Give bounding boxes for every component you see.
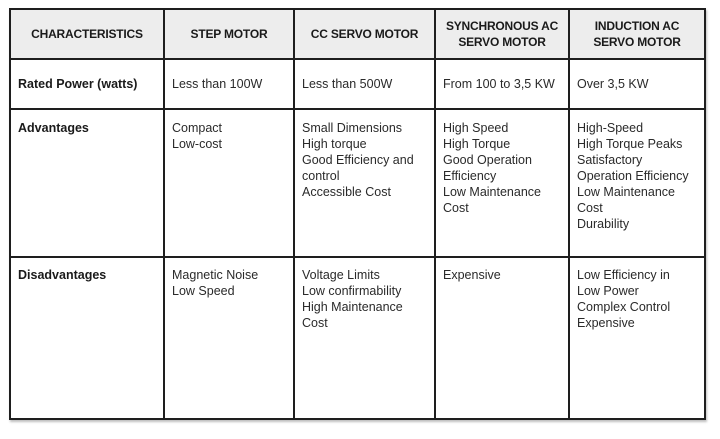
cell-line: Durability [577, 217, 630, 231]
cell-line: Complex Control [577, 300, 671, 314]
row-label: Disadvantages [10, 257, 164, 419]
cell-line: High Torque [443, 137, 511, 151]
header-text: SERVO MOTOR [458, 35, 546, 49]
row-label: Advantages [10, 109, 164, 257]
header-text: CHARACTERISTICS [31, 27, 143, 41]
cell-synchronous-ac [435, 257, 569, 419]
header-text: STEP MOTOR [190, 27, 268, 41]
cell-line: High Speed [443, 121, 509, 135]
header-induction-ac-servo-motor [569, 9, 705, 59]
cell-line: Low Maintenance [577, 185, 675, 199]
header-synchronous-ac-servo-motor [435, 9, 569, 59]
table-row-disadvantages [10, 257, 705, 419]
table-row-advantages [10, 109, 705, 257]
cell-line: Low Speed [172, 284, 235, 298]
cell-line: Good Efficiency and [302, 153, 414, 167]
cell-line: Cost [443, 201, 469, 215]
cell-synchronous-ac [435, 59, 569, 109]
cell-line: Efficiency [443, 169, 497, 183]
cell-line: Magnetic Noise [172, 268, 259, 282]
cell-line: control [302, 169, 340, 183]
header-cc-servo-motor [294, 9, 435, 59]
cell-induction-ac [569, 109, 705, 257]
cell-line: Low Efficiency in [577, 268, 670, 282]
header-characteristics [10, 9, 164, 59]
cell-induction-ac [569, 59, 705, 109]
cell-line: Low confirmability [302, 284, 402, 298]
cell-line: Less than 500W [302, 77, 393, 91]
cell-step-motor [164, 109, 294, 257]
header-row [10, 9, 705, 59]
cell-cc-servo-motor [294, 59, 435, 109]
cell-line: Expensive [577, 316, 635, 330]
cell-line: Over 3,5 KW [577, 77, 649, 91]
cell-line: Cost [577, 201, 603, 215]
cell-step-motor [164, 59, 294, 109]
cell-line: From 100 to 3,5 KW [443, 77, 555, 91]
cell-line: High Torque Peaks [577, 137, 683, 151]
cell-cc-servo-motor [294, 257, 435, 419]
cell-step-motor [164, 257, 294, 419]
cell-line: Low Power [577, 284, 639, 298]
cell-line: Satisfactory [577, 153, 643, 167]
cell-line: Low-cost [172, 137, 223, 151]
cell-cc-servo-motor [294, 109, 435, 257]
header-step-motor [164, 9, 294, 59]
cell-line: Cost [302, 316, 328, 330]
cell-line: High Maintenance [302, 300, 403, 314]
row-label: Rated Power (watts) [10, 59, 164, 109]
cell-line: Low Maintenance [443, 185, 541, 199]
cell-line: High-Speed [577, 121, 644, 135]
cell-line: Compact [172, 121, 223, 135]
cell-line: Accessible Cost [302, 185, 391, 199]
cell-line: Small Dimensions [302, 121, 403, 135]
cell-line: Good Operation [443, 153, 532, 167]
cell-line: Expensive [443, 268, 501, 282]
header-text: INDUCTION AC [594, 19, 680, 33]
cell-induction-ac [569, 257, 705, 419]
cell-line: Operation Efficiency [577, 169, 689, 183]
table-container [9, 8, 706, 420]
cell-line: Voltage Limits [302, 268, 380, 282]
header-text: SERVO MOTOR [593, 35, 681, 49]
cell-synchronous-ac [435, 109, 569, 257]
header-text: SYNCHRONOUS AC [445, 19, 559, 33]
cell-line: High torque [302, 137, 367, 151]
cell-line: Less than 100W [172, 77, 263, 91]
table-row-rated-power [10, 59, 705, 109]
header-text: CC SERVO MOTOR [310, 27, 419, 41]
motor-comparison-table [9, 8, 706, 420]
